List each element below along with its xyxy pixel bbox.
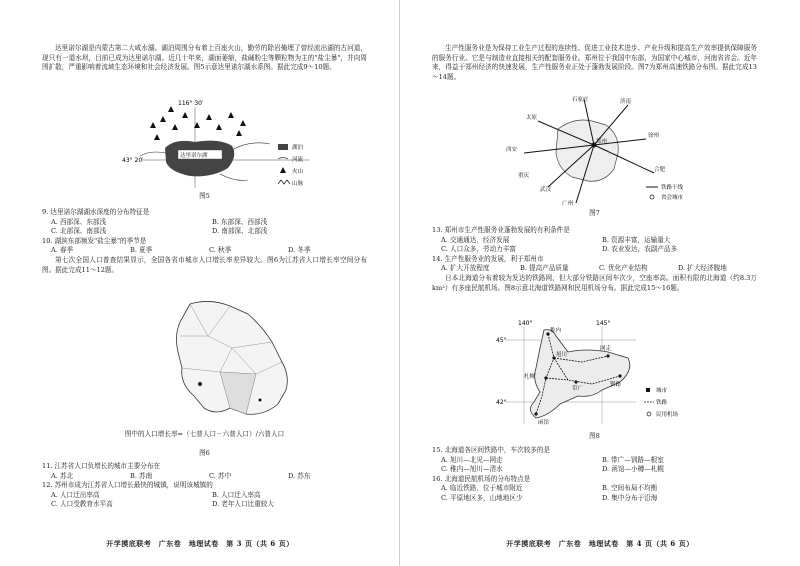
hokkaido-outline [530, 330, 629, 418]
q10-option-d[interactable]: D. 冬季 [288, 246, 311, 255]
svg-text:火山: 火山 [292, 169, 304, 175]
svg-text:45°: 45° [496, 337, 507, 344]
river-1 [232, 143, 270, 150]
q14-option-d[interactable]: D. 扩大经济腹地 [678, 264, 727, 273]
fig5-legend [278, 143, 304, 187]
fig7-legend [646, 183, 684, 201]
river-2 [140, 152, 166, 156]
q14-options [432, 264, 757, 274]
figure-7-rail-map [496, 95, 696, 207]
svg-text:城市: 城市 [656, 388, 668, 394]
q15-stem: 15. 北海道各区间铁路中，车次较多的是 [432, 446, 551, 454]
q15-options [432, 456, 757, 475]
figure-6-map [160, 296, 310, 424]
intro-13-14 [432, 44, 757, 82]
svg-text:重庆: 重庆 [518, 173, 530, 179]
page-4 [400, 0, 800, 566]
figure-5-map [120, 98, 340, 190]
intro-11-12: 第七次全国人口普查结果显示，全国各省市城市人口增长率差异较大。图6为江苏省人口增长率空间分布图。据此完成11～12题。 [42, 255, 367, 274]
q10-option-c[interactable]: C. 秋季 [209, 246, 232, 255]
page-3-footer: 开学摸底联考 广东卷 地理试卷 第 3 页（共 6 页） [106, 539, 294, 548]
intro-text: 达里诺尔湖是内蒙古第二大咸水湖。湖泊周围分布着上百座火山，勤劳的除岩掩埋了曾经流出湖的古河道，现只有一道水坝，目前已成为达里诺尔湖。近几十年来，湖面萎缩，盐碱粉尘等颗粒物为主的"盐尘暴"，并向周围扩散，严重影响着流域生态环境和社会经济发展。图5示意达里诺尔湖水系图。据此完成9～10题。 [42, 44, 367, 72]
q14-option-a[interactable]: A. 扩大开放程度 [441, 264, 490, 273]
figure-5-caption: 图5 [199, 192, 210, 200]
q14-option-c[interactable]: C. 优化产业结构 [599, 264, 648, 273]
svg-text:旭川: 旭川 [556, 352, 568, 358]
svg-text:西安: 西安 [506, 147, 518, 153]
questions-15-16 [432, 446, 757, 504]
q13-options [432, 236, 757, 255]
q10-option-a[interactable]: A. 春季 [51, 246, 74, 255]
q11-option-c[interactable]: C. 苏中 [209, 471, 232, 480]
fig8-legend [644, 386, 679, 418]
q16-stem: 16. 北海道民航机场的分布特点是 [432, 474, 531, 483]
q16-option-b[interactable]: B. 空间布局不均衡 [602, 484, 658, 493]
q12-option-a[interactable]: A. 人口迁出率高 [51, 490, 100, 499]
volcano-marks [150, 106, 246, 140]
svg-text:合肥: 合肥 [654, 167, 666, 173]
q12-option-d[interactable]: D. 老年人口比重较大 [212, 500, 274, 509]
q10-stem: 10. 湖滨东部频发"盐尘暴"的季节是 [42, 236, 147, 245]
river-3 [220, 174, 248, 180]
q11-option-a[interactable]: A. 苏北 [51, 471, 74, 480]
q13-stem: 13. 郑州市生产性服务业蓬勃发展的有利条件是 [432, 226, 570, 234]
q13-option-c[interactable]: C. 人口众多，劳动力丰富 [441, 245, 516, 254]
svg-text:铁路干线: 铁路干线 [661, 185, 684, 191]
figure-6-formula: 图中的人口增长率=（七普人口－六普人口）/六普人口 [124, 430, 285, 438]
svg-text:太原: 太原 [526, 115, 538, 121]
svg-text:42°: 42° [496, 399, 507, 406]
svg-text:札幌: 札幌 [524, 374, 536, 380]
q16-option-d[interactable]: D. 集中分布于沿海 [602, 493, 658, 502]
q16-option-a[interactable]: A. 临近铁路，位于城市附近 [441, 484, 523, 493]
svg-text:河流: 河流 [292, 157, 304, 163]
q9-option-a[interactable]: A. 西部深、东部浅 [51, 217, 107, 226]
q9-option-d[interactable]: D. 南部深、北部浅 [212, 227, 268, 236]
figure-6-caption: 图6 [199, 449, 210, 457]
q10-options [42, 246, 367, 256]
intro-text-right: 生产性服务业是为保持工业生产过程的连续性、促进工业技术进步、产业升级和提高生产效率提供保障服务的服务行业。它是与制造业直接相关的配套服务业。郑州位于我国中东部，为国家中心城市，河南省省会。近年来，得益于郑州经济的快速发展，生产性服务业正处于蓬勃发展阶段。图7为郑州高速铁路分布图。据此完成13～14题。 [432, 44, 757, 81]
questions-11-12 [42, 462, 367, 510]
q15-option-b[interactable]: B. 带广—钏路—根室 [602, 455, 664, 464]
q9-options [42, 218, 367, 237]
svg-text:钏路: 钏路 [610, 382, 622, 388]
q13-option-a[interactable]: A. 交通通达，经济发展 [441, 235, 510, 244]
svg-text:145°: 145° [596, 320, 611, 327]
q14-option-b[interactable]: B. 提高产品质量 [520, 264, 569, 273]
q15-option-c[interactable]: C. 稚内—旭川—清水 [441, 465, 503, 474]
svg-text:郑州: 郑州 [596, 139, 608, 145]
q11-options [42, 472, 367, 482]
fig5-lat-label: 43° 20′ [122, 157, 144, 164]
figure-8-hokkaido-map [496, 318, 726, 426]
nanjing-dot [198, 382, 202, 386]
svg-text:广州: 广州 [562, 201, 574, 207]
suzhou-dot [259, 399, 262, 402]
svg-text:带广: 带广 [572, 386, 584, 392]
q15-option-a[interactable]: A. 旭川—北见—网走 [441, 455, 503, 464]
svg-text:省会城市: 省会城市 [661, 195, 684, 201]
svg-text:济南: 济南 [620, 99, 632, 105]
lake-name: 达里诺尔湖 [180, 153, 208, 159]
svg-text:铁路: 铁路 [656, 400, 668, 406]
q12-options [42, 491, 367, 510]
q12-stem: 12. 苏州市成为江苏省人口增长最快的城镇，说明该城镇的 [42, 481, 213, 490]
q15-option-d[interactable]: D. 函馆—小樽—札幌 [602, 465, 664, 474]
svg-text:网走: 网走 [600, 346, 612, 352]
svg-text:函馆: 函馆 [538, 420, 550, 426]
q9-stem: 9. 达里诺尔湖湖水深度的分布特征是 [42, 208, 150, 216]
q9-option-c[interactable]: C. 北部深、南部浅 [51, 227, 107, 236]
fig5-lon-label: 116° 30′ [178, 100, 204, 107]
q9-option-b[interactable]: B. 东部深、西部浅 [212, 217, 268, 226]
questions-13-14 [432, 226, 757, 293]
q11-stem: 11. 江苏省人口负增长的城市主要分布在 [42, 462, 161, 470]
page-4-footer: 开学摸底联考 广东卷 地理试卷 第 4 页（共 6 页） [506, 539, 694, 548]
intro-15-16: 日本北海道分布着较为发达的铁路网，但大部分铁路区间车次少，空座率高。面积有限的北海道（约8.3万km²）有多座民航机场。图8示意北海道铁路网和民用机场分布。据此完成15～16题。 [432, 273, 757, 292]
intro-9-10 [42, 44, 367, 73]
q13-option-d[interactable]: D. 农业发达，农副产品多 [602, 245, 678, 254]
questions-9-10 [42, 208, 367, 275]
q11-option-b[interactable]: B. 苏南 [130, 471, 153, 480]
svg-text:武汉: 武汉 [540, 187, 552, 193]
q12-option-c[interactable]: C. 人口受教育水平高 [51, 500, 113, 509]
svg-text:徐州: 徐州 [648, 133, 660, 139]
svg-text:石家庄: 石家庄 [572, 97, 589, 103]
svg-text:民用机场: 民用机场 [656, 412, 679, 418]
svg-text:稚内: 稚内 [550, 328, 562, 334]
q10-option-b[interactable]: B. 夏季 [130, 246, 153, 255]
q13-option-b[interactable]: B. 资源丰富，运输量大 [602, 235, 671, 244]
svg-text:140°: 140° [518, 320, 533, 327]
figure-8-caption: 图8 [589, 432, 600, 440]
svg-text:山脉: 山脉 [292, 181, 304, 187]
figure-7-caption: 图7 [589, 209, 600, 217]
q12-option-b[interactable]: B. 人口迁入率高 [212, 490, 261, 499]
svg-text:湖泊: 湖泊 [292, 145, 304, 151]
q11-option-d[interactable]: D. 苏东 [288, 471, 311, 480]
q16-options [432, 484, 757, 503]
q14-stem: 14. 生产性服务业的发展，利于郑州市 [432, 254, 544, 263]
q16-option-c[interactable]: C. 平原地区多，山地地区少 [441, 493, 523, 502]
